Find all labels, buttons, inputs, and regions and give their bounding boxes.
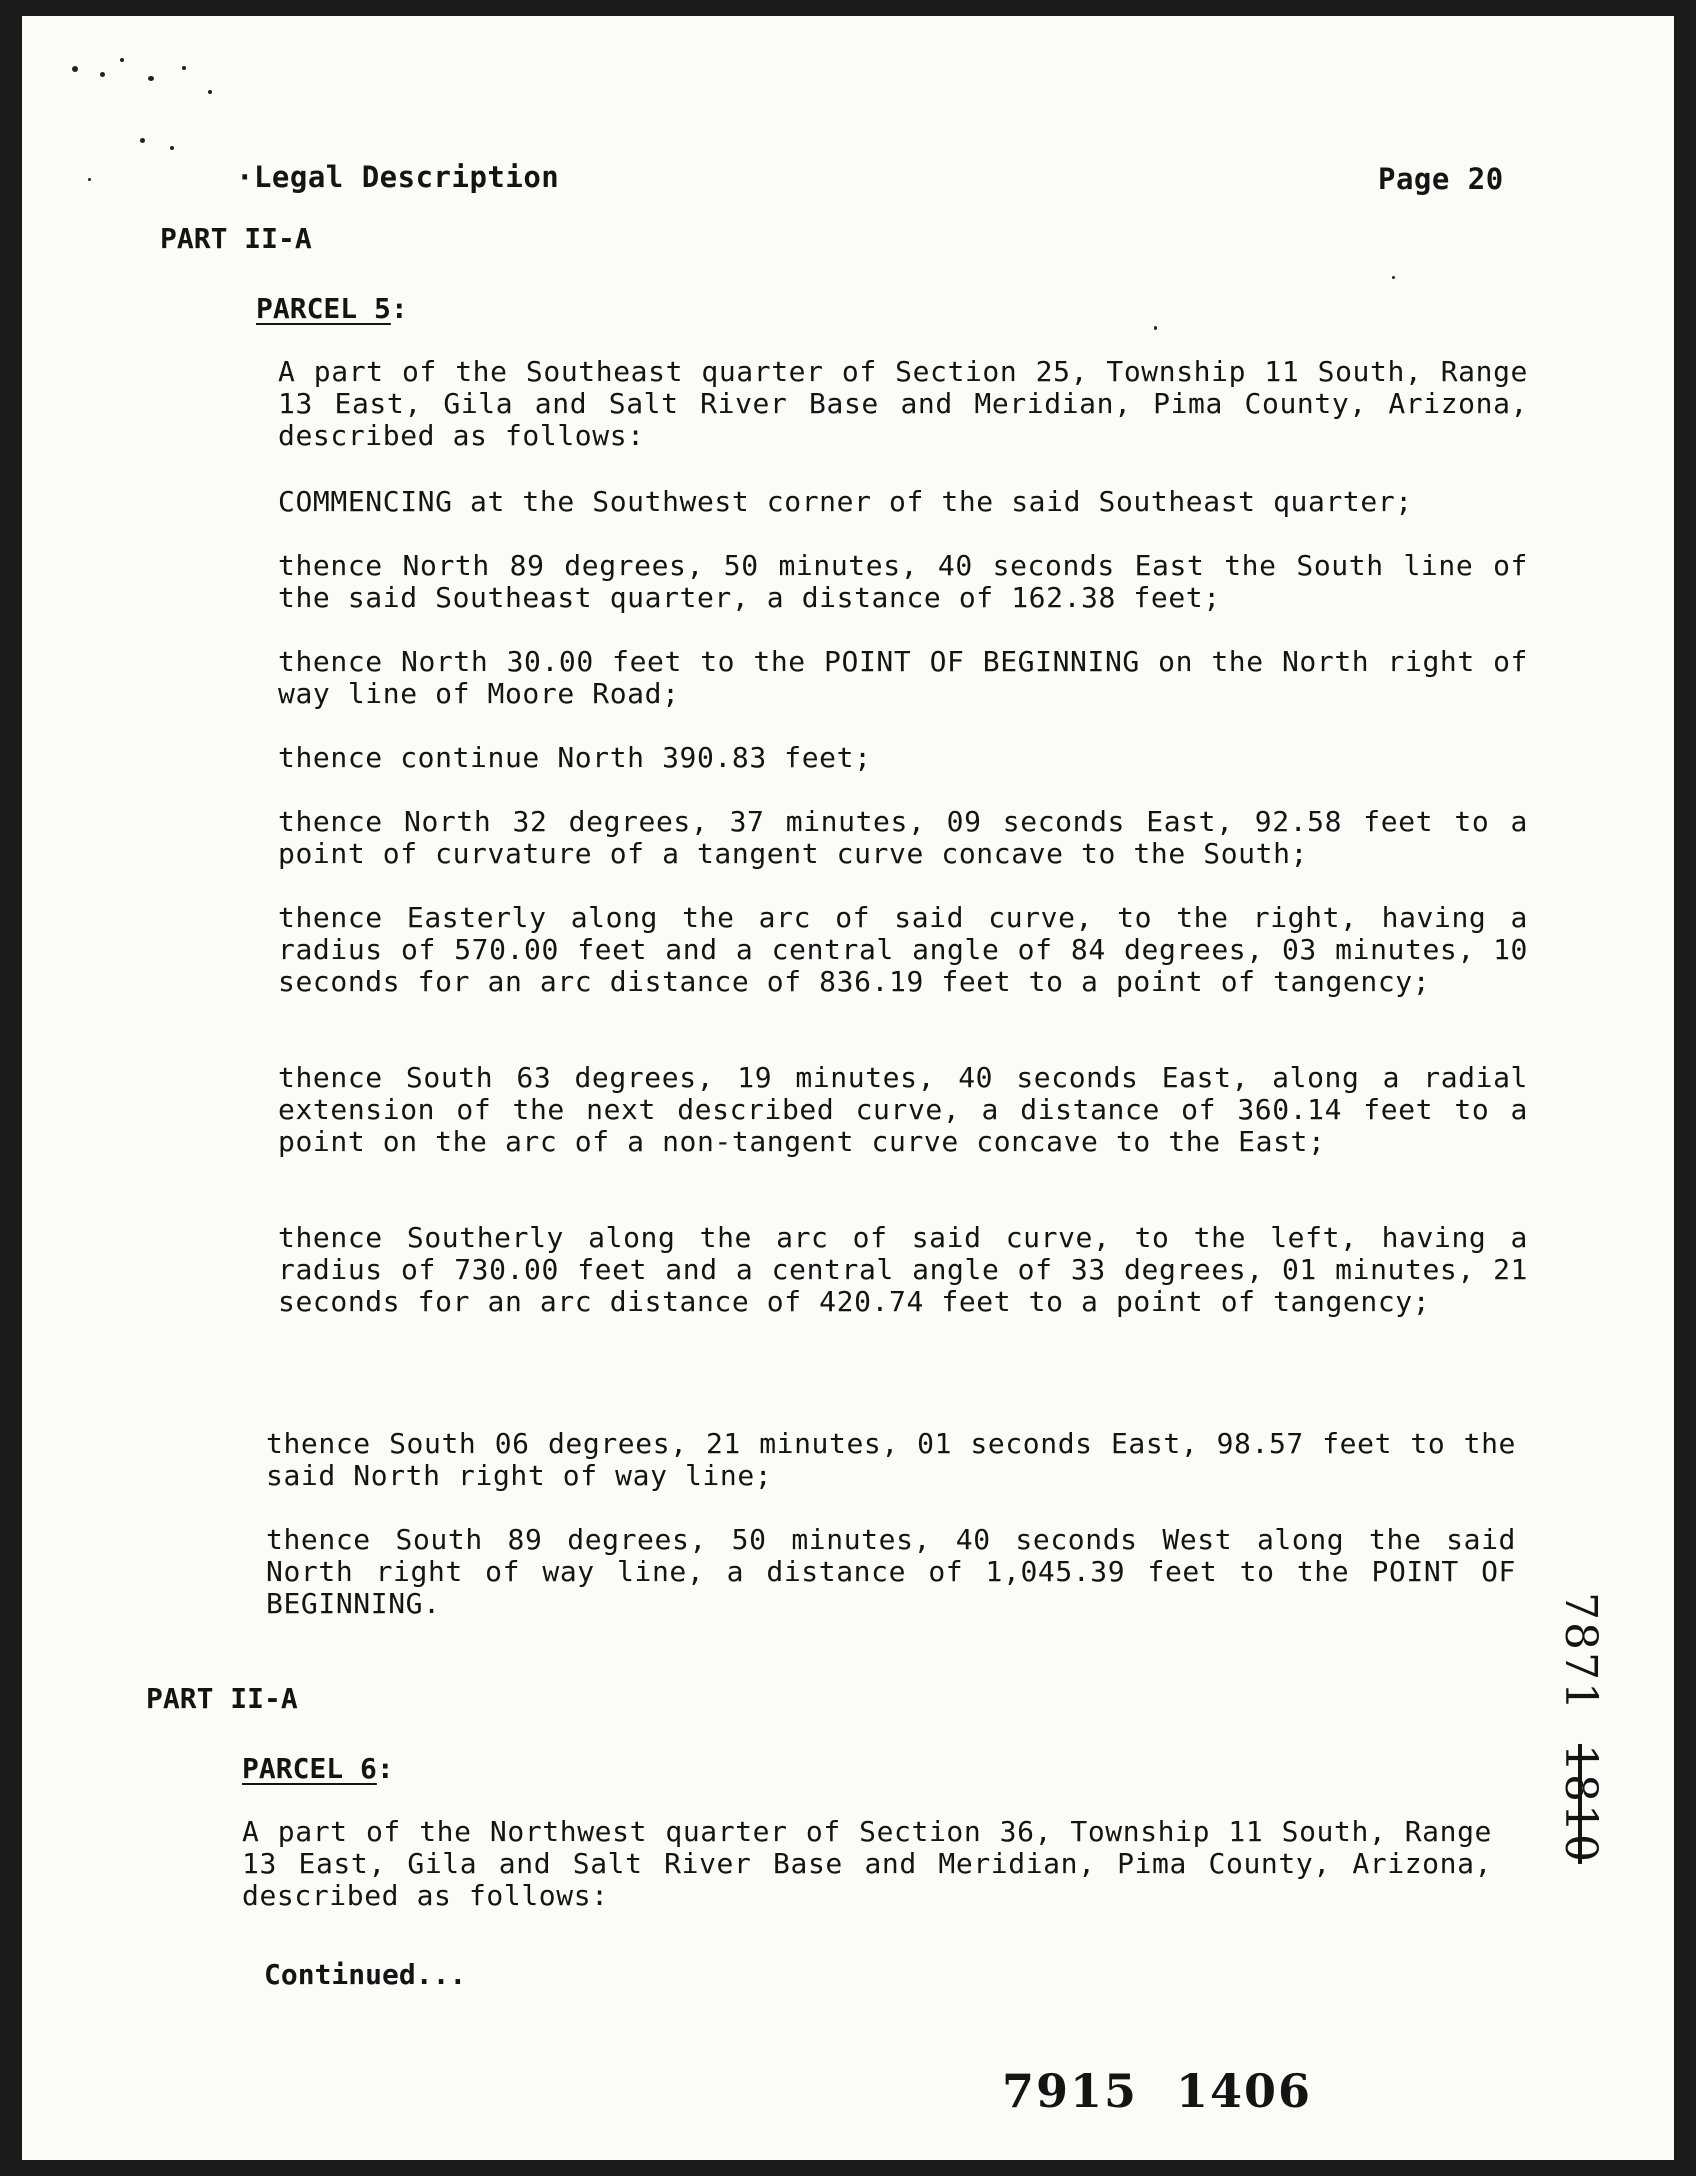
- margin-stamp: [1555, 1592, 1606, 1864]
- scan-speck: [1154, 326, 1157, 330]
- legal-paragraph: thence Easterly along the arc of said curve, to the right, having a radius of 570.00 feet and a central angle of 84 degrees, 03 minutes, 10 seconds for an arc distance of 836.19 feet to a point of tangency;: [278, 901, 1528, 998]
- part-heading: PART II-A: [146, 1682, 298, 1715]
- legal-paragraph: thence South 06 degrees, 21 minutes, 01 seconds East, 98.57 feet to the said North right of way line;: [266, 1427, 1516, 1492]
- legal-paragraph: thence South 63 degrees, 19 minutes, 40 seconds East, along a radial extension of the next described curve, a distance of 360.14 feet to a point on the arc of a non-tangent curve concave to the East;: [278, 1061, 1528, 1158]
- scan-speck: [208, 90, 212, 94]
- legal-paragraph: COMMENCING at the Southwest corner of the said Southeast quarter;: [278, 485, 1413, 518]
- stamp-docket: 7871: [1555, 1592, 1606, 1712]
- docket-number: 7915: [1002, 2064, 1139, 2118]
- scan-speck: [1392, 276, 1395, 279]
- scan-speck: [140, 138, 145, 143]
- part-heading: PART II-A: [160, 222, 312, 255]
- legal-paragraph: thence North 32 degrees, 37 minutes, 09 seconds East, 92.58 feet to a point of curvature of a tangent curve concave to the South;: [278, 805, 1528, 870]
- stamp-page-number: 1810: [1555, 1743, 1606, 1864]
- parcel-heading: PARCEL 6:: [242, 1752, 394, 1785]
- continued-note: Continued...: [264, 1958, 467, 1991]
- legal-paragraph: A part of the Northwest quarter of Section 36, Township 11 South, Range 13 East, Gila and Salt River Base and Meridian, Pima County, Arizona, described as follows:: [242, 1815, 1492, 1912]
- parcel-label: PARCEL 5: [256, 292, 391, 325]
- scan-speck: [120, 58, 124, 62]
- scanned-page: [22, 16, 1674, 2160]
- legal-paragraph: thence South 89 degrees, 50 minutes, 40 seconds West along the said North right of way line, a distance of 1,045.39 feet to the POINT OF BEGINNING.: [266, 1523, 1516, 1620]
- scan-speck: [100, 72, 105, 77]
- scan-speck: [182, 66, 186, 70]
- parcel-label: PARCEL 6: [242, 1752, 377, 1785]
- scan-speck: [72, 66, 78, 72]
- page-number: Page 20: [1378, 162, 1504, 196]
- docket-page-number: 1406: [1176, 2064, 1313, 2118]
- legal-paragraph: thence North 89 degrees, 50 minutes, 40 seconds East the South line of the said Southeast quarter, a distance of 162.38 feet;: [278, 549, 1528, 614]
- legal-paragraph: A part of the Southeast quarter of Section 25, Township 11 South, Range 13 East, Gila and Salt River Base and Meridian, Pima County, Arizona, described as follows:: [278, 355, 1528, 452]
- legal-paragraph: thence North 30.00 feet to the POINT OF BEGINNING on the North right of way line of Moore Road;: [278, 645, 1528, 710]
- scan-speck: [148, 76, 154, 81]
- legal-paragraph: thence Southerly along the arc of said curve, to the left, having a radius of 730.00 feet and a central angle of 33 degrees, 01 minutes, 21 seconds for an arc distance of 420.74 feet to a point of tangency;: [278, 1221, 1528, 1318]
- legal-paragraph: thence continue North 390.83 feet;: [278, 741, 872, 774]
- scan-speck: [88, 178, 91, 181]
- document-title: ·Legal Description: [236, 160, 560, 194]
- parcel-heading: PARCEL 5:: [256, 292, 408, 325]
- scan-speck: [170, 146, 174, 150]
